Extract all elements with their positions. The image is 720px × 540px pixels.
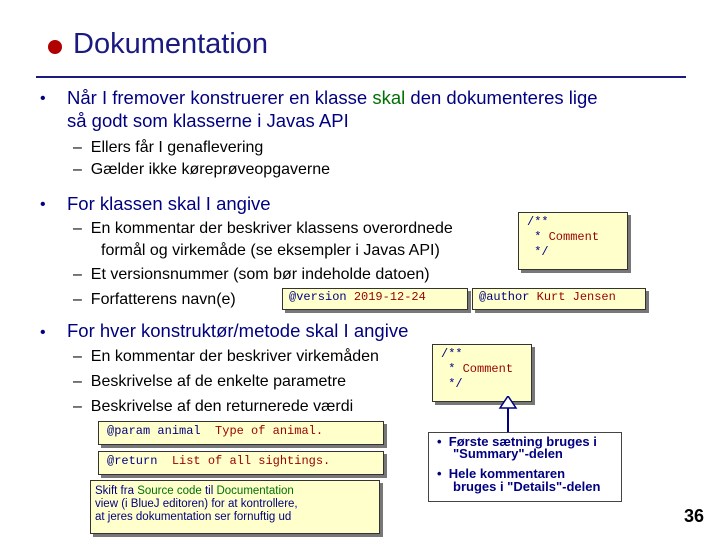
bullet1-line1: Når I fremover konstruerer en klasse skal den dokumenteres lige — [67, 87, 598, 108]
bullet2-text: For klassen skal I angive — [67, 193, 271, 214]
page-number: 36 — [683, 506, 704, 526]
bullet3-sub1: – En kommentar der beskriver virkemåden — [73, 348, 379, 365]
callout-item1-line1: • Første sætning bruges i — [437, 434, 597, 449]
callout-item2-line2: bruges i "Details"-delen — [453, 479, 601, 494]
callout-item2-line1: • Hele kommentaren — [437, 466, 566, 481]
bullet-icon: • — [40, 90, 46, 107]
bullet2-sub2: – Et versionsnummer (som bør indeholde datoen) — [73, 266, 430, 283]
slide-title: Dokumentation — [73, 28, 269, 60]
note-line3: at jeres dokumentation ser fornuftig ud — [95, 511, 292, 523]
first-sentence-callout — [428, 432, 622, 502]
bullet-icon: • — [40, 324, 46, 341]
bullet1-sub2: – Gælder ikke køreprøveopgaverne — [73, 161, 331, 178]
method-comment-box: /** * Comment */ — [432, 344, 532, 402]
note-line1: Skift fra Source code til Documentation — [95, 485, 294, 497]
author-tag-box: @author Kurt Jensen — [472, 288, 646, 310]
title-bullet-icon — [48, 40, 62, 54]
note-line2: view (i BlueJ editoren) for at kontrollere, — [95, 498, 298, 510]
bullet1-line2: så godt som klasserne i Javas API — [67, 110, 349, 131]
title-underline — [36, 76, 686, 78]
bullet3-text: For hver konstruktør/metode skal I angive — [67, 320, 409, 341]
bullet3-sub3: – Beskrivelse af den returnerede værdi — [73, 398, 354, 415]
class-comment-box: /** * Comment */ — [518, 212, 628, 270]
bullet2-sub1-line1: – En kommentar der beskriver klassens overordnede — [73, 220, 453, 237]
bullet2-sub1-line2: formål og virkemåde (se eksempler i Javas API) — [101, 242, 440, 259]
bullet3-sub2: – Beskrivelse af de enkelte parametre — [73, 373, 347, 390]
bullet1-sub1: – Ellers får I genaflevering — [73, 139, 264, 156]
bullet2-sub3: – Forfatterens navn(e) — [73, 291, 236, 308]
version-tag-box: @version 2019-12-24 — [282, 288, 468, 310]
param-tag-box: @param animal Type of animal. — [98, 421, 384, 445]
return-tag-box: @return List of all sightings. — [98, 451, 384, 475]
bluej-note-box — [90, 480, 380, 534]
callout-item1-line2: "Summary"-delen — [453, 446, 563, 461]
bullet-icon: • — [40, 196, 46, 213]
arrow-icon — [496, 396, 520, 436]
